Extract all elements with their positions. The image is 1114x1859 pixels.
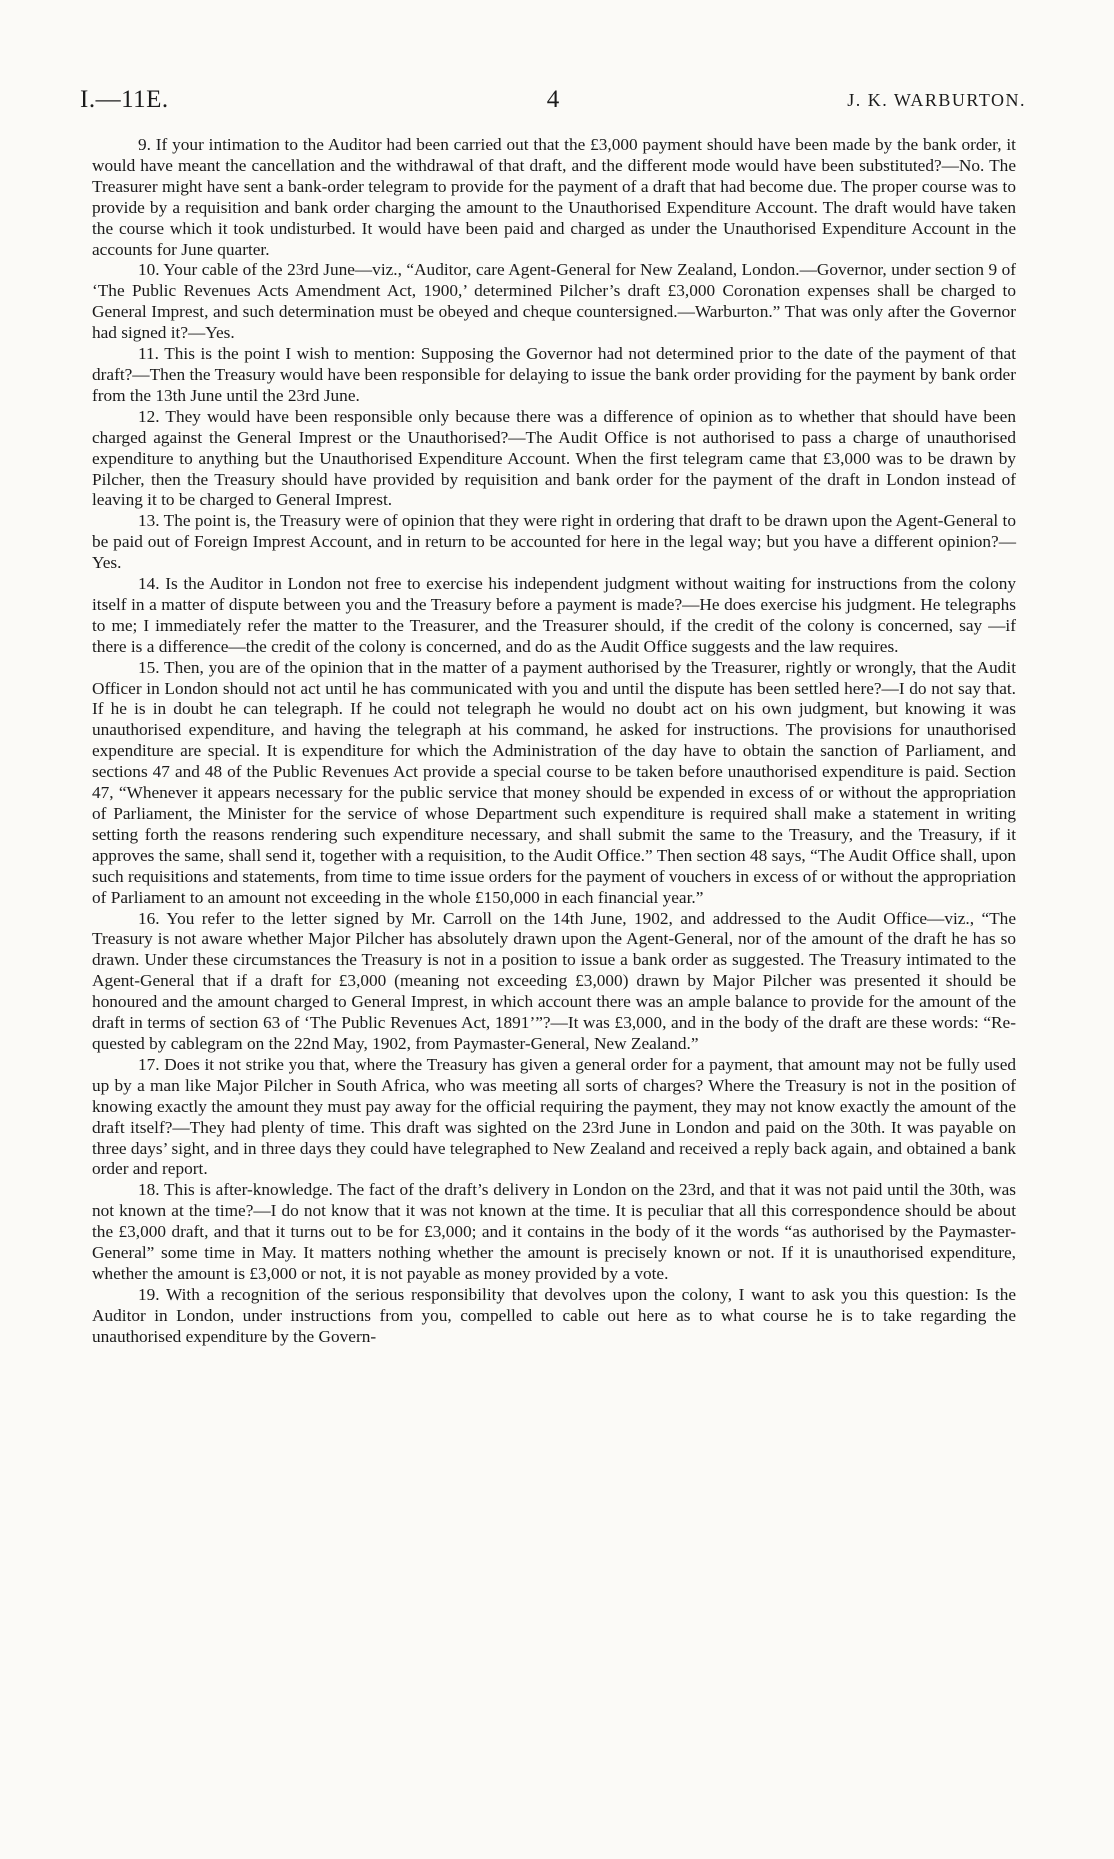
page-number: 4 [546, 86, 560, 113]
paragraph-10: 10. Your cable of the 23rd June—viz., “Auditor, care Agent-General for New Zealand, London.—Governor, under section 9 of ‘The Public Revenues Acts Amendment Act, 1900,’ determined Pilcher’s draft £3,000 Coronation expenses shall be charged to General Imprest, and such determination must be obeyed and cheque countersigned.—Warburton.” That was only after the Governor had signed it?—Yes. [92, 260, 1016, 343]
paragraph-15: 15. Then, you are of the opinion that in the matter of a payment authorised by the Treasurer, rightly or wrongly, that the Audit Officer in London should not act until he has communicated with you and until the dispute has been settled here?—I do not say that. If he is in doubt he can telegraph. If he could not telegraph he would no doubt act on his own judgment, but knowing it was unauthorised expenditure, and having the telegraph at his command, he asked for instructions. The provisions for unauthorised expenditure are special. It is expenditure for which the Administration of the day have to obtain the sanction of Parliament, and sections 47 and 48 of the Public Revenues Act provide a special course to be taken before unauthorised expenditure is paid. Section 47, “Whenever it appears necessary for the public service that money should be expended in excess of or without the appropriation of Parliament, the Minister for the service of whose Department such expenditure is required shall make a statement in writing setting forth the reasons rendering such expenditure necessary, and shall submit the same to the Treasury, and the Treasury, if it approves the same, shall send it, together with a requisition, to the Audit Office.” Then section 48 says, “The Audit Office shall, upon such requisitions and statements, from time to time issue orders for the payment of vouchers in excess of or without the appropriation of Parliament to an amount not exceeding in the whole £150,000 in each financial year.” [92, 657, 1016, 907]
paragraph-11: 11. This is the point I wish to mention: Supposing the Governor had not determined prior to the date of the payment of that draft?—Then the Treasury would have been responsible for delaying to issue the bank order providing for the payment by bank order from the 13th June until the 23rd June. [92, 344, 1016, 405]
paragraph-17: 17. Does it not strike you that, where the Treasury has given a general order for a payment, that amount may not be fully used up by a man like Major Pilcher in South Africa, who was meeting all sorts of charges? Where the Treasury is not in the position of knowing exactly the amount they must pay away for the official requiring the payment, they may not know exactly the amount of the draft itself?—They had plenty of time. This draft was sighted on the 23rd June in London and paid on the 30th. It was payable on three days’ sight, and in three days they could have telegraphed to New Zealand and received a reply back again, and obtained a bank order and report. [92, 1054, 1016, 1179]
paragraph-19: 19. With a recognition of the serious responsibility that devolves upon the colony, I want to ask you this question: Is the Auditor in London, under instructions from you, compelled to cable out here as to what course he is to take regarding the unauthorised expenditure by the Govern- [92, 1284, 1016, 1346]
paragraph-14: 14. Is the Auditor in London not free to exercise his independent judgment without waiting for instructions from the colony itself in a matter of dispute between you and the Treasury before a payment is made?—He does exercise his judgment. He telegraphs to me; I immediately refer the matter to the Treasurer, and the Treasurer should, if the credit of the colony is concerned, say —if there is a difference—the credit of the colony is concerned, and do as the Audit Office suggests and the law requires. [92, 574, 1016, 656]
paragraph-13: 13. The point is, the Treasury were of opinion that they were right in ordering that draft to be drawn upon the Agent-General to be paid out of Foreign Imprest Account, and in return to be accounted for here in the legal way; but you have a different opinion?—Yes. [92, 511, 1016, 573]
witness-name: J. K. WARBURTON. [847, 90, 1026, 110]
paragraph-9: 9. If your intimation to the Auditor had been carried out that the £3,000 payment should have been made by the bank order, it would have meant the cancellation and the withdrawal of that draft, and the different mode would have been substituted?—No. The Treasurer might have sent a bank-order telegram to provide for the payment of a draft that had become due. The proper course was to provide by a requisition and bank order charging the amount to the Unauthorised Expenditure Account. The draft would have taken the course which it took undisturbed. It would have been paid and charged as under the Unauthorised Expenditure Account in the accounts for June quarter. [92, 135, 1016, 259]
paragraph-16: 16. You refer to the letter signed by Mr. Carroll on the 14th June, 1902, and addressed to the Audit Office—viz., “The Treasury is not aware whether Major Pilcher has absolutely drawn upon the Agent-General, nor of the amount of the draft he has so drawn. Under these circumstances the Treasury is not in a position to issue a bank order as suggested. The Treasury intimated to the Agent-General that if a draft for £3,000 (meaning not exceeding £3,000) drawn by Major Pilcher was presented it should be honoured and the amount charged to General Imprest, in which account there was an ample balance to provide for the amount of the draft in terms of section 63 of ‘The Public Revenues Act, 1891’”?—It was £3,000, and in the body of the draft are these words: “Requested by cablegram on the 22nd May, 1902, from Paymaster-General, New Zealand.” [92, 908, 1016, 1053]
page-header [80, 86, 1026, 120]
paragraph-12: 12. They would have been responsible only because there was a difference of opinion as to whether that should have been charged against the General Imprest or the Unauthorised?—The Audit Office is not authorised to pass a charge of unauthorised expenditure to anything but the Unauthorised Expenditure Account. When the first telegram came that £3,000 was to be drawn by Pilcher, then the Treasury should have provided by requisition and bank order for the payment of the draft in London instead of leaving it to be charged to General Imprest. [92, 406, 1016, 510]
document-body [92, 135, 1016, 1348]
paragraph-18: 18. This is after-knowledge. The fact of the draft’s delivery in London on the 23rd, and that it was not paid until the 30th, was not known at the time?—I do not know that it was not known at the time. It is peculiar that all this correspondence should be about the £3,000 draft, and that it turns out to be for £3,000; and it contains in the body of it the words “as authorised by the Paymaster-General” some time in May. It matters nothing whether the amount is precisely known or not. If it is unauthorised expenditure, whether the amount is £3,000 or not, it is not payable as money provided by a vote. [92, 1180, 1016, 1283]
paper-reference: I.—11E. [80, 86, 169, 113]
